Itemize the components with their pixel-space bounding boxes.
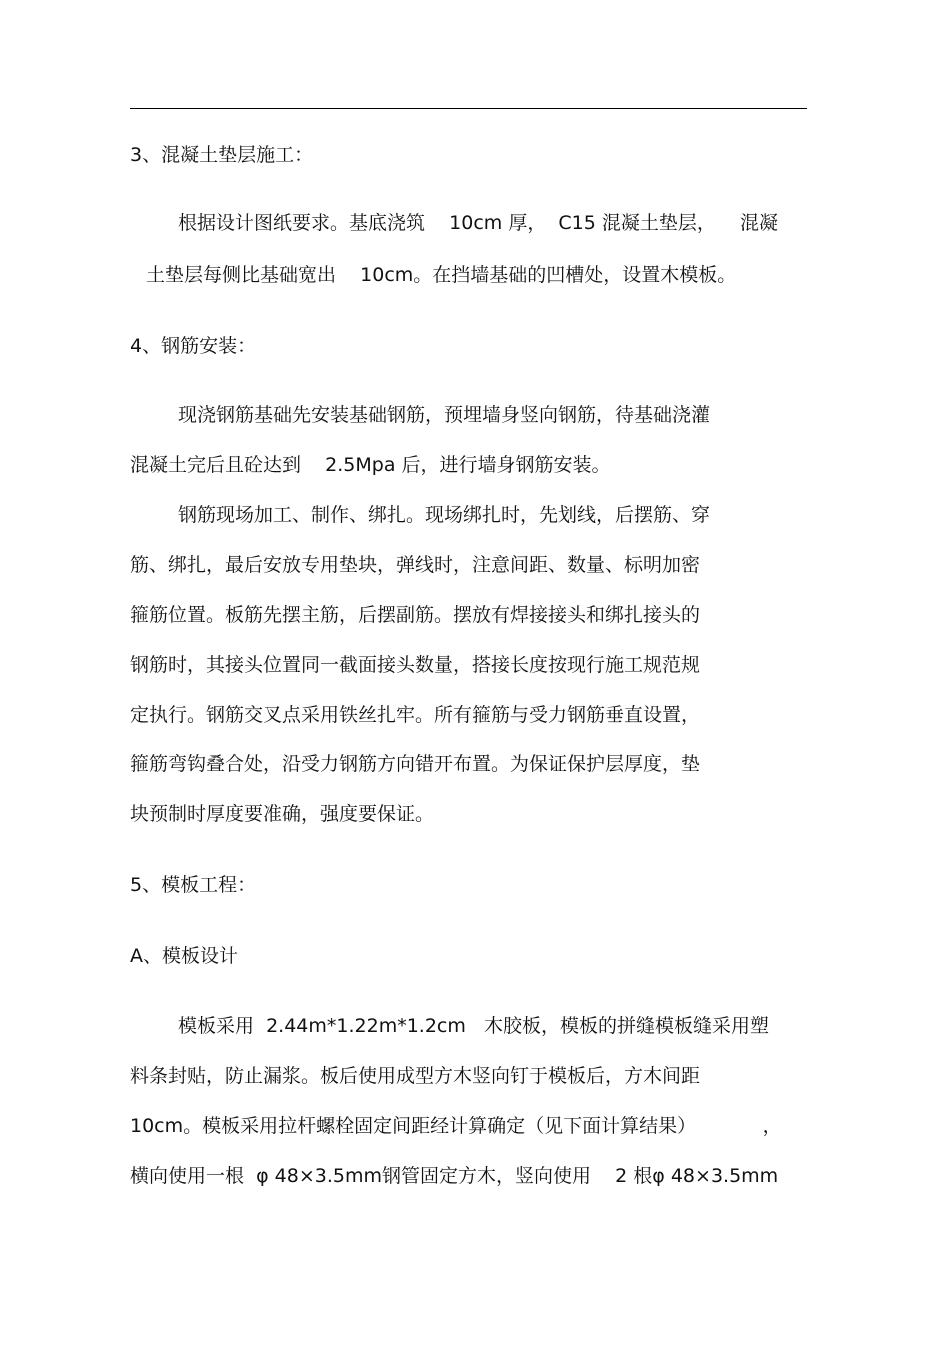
heading-section-4: 4、钢筋安装：	[130, 335, 257, 357]
paragraph-line: 根据设计图纸要求。基底浇筑 10cm 厚， C15 混凝土垫层， 混凝	[178, 212, 779, 234]
paragraph-line: 筋、绑扎，最后安放专用垫块，弹线时，注意间距、数量、标明加密	[130, 554, 701, 576]
paragraph-line: 模板采用 2.44m*1.22m*1.2cm 木胶板，模板的拼缝模板缝采用塑	[178, 1015, 769, 1037]
paragraph-line: 定执行。钢筋交叉点采用铁丝扎牢。所有箍筋与受力钢筋垂直设置，	[130, 704, 701, 726]
paragraph-line: 箍筋弯钩叠合处，沿受力钢筋方向错开布置。为保证保护层厚度，垫	[130, 753, 701, 775]
paragraph-line: 钢筋现场加工、制作、绑扎。现场绑扎时，先划线，后摆筋、穿	[178, 504, 711, 526]
heading-section-3: 3、混凝土垫层施工：	[130, 144, 314, 166]
paragraph-line: 横向使用一根 φ 48×3.5mm钢管固定方木，竖向使用 2 根φ 48×3.5mm	[130, 1165, 779, 1187]
heading-section-5: 5、模板工程：	[130, 874, 257, 896]
paragraph-line: 现浇钢筋基础先安装基础钢筋，预埋墙身竖向钢筋，待基础浇灌	[178, 404, 711, 426]
paragraph-line: 块预制时厚度要准确，强度要保证。	[130, 803, 435, 825]
paragraph-line: 混凝土完后且砼达到 2.5Mpa 后，进行墙身钢筋安装。	[130, 454, 611, 476]
paragraph-line: 箍筋位置。板筋先摆主筋，后摆副筋。摆放有焊接接头和绑扎接头的	[130, 604, 701, 626]
paragraph-line: 土垫层每侧比基础宽出 10cm。在挡墙基础的凹槽处，设置木模板。	[146, 264, 737, 286]
paragraph-line: 料条封贴，防止漏浆。板后使用成型方木竖向钉于模板后，方木间距	[130, 1065, 701, 1087]
header-rule	[130, 108, 807, 109]
paragraph-line: 钢筋时，其接头位置同一截面接头数量，搭接长度按现行施工规范规	[130, 654, 701, 676]
paragraph-line: 10cm。模板采用拉杆螺栓固定间距经计算确定（见下面计算结果） ，	[130, 1115, 782, 1137]
heading-subsection-a: A、模板设计	[130, 945, 238, 967]
